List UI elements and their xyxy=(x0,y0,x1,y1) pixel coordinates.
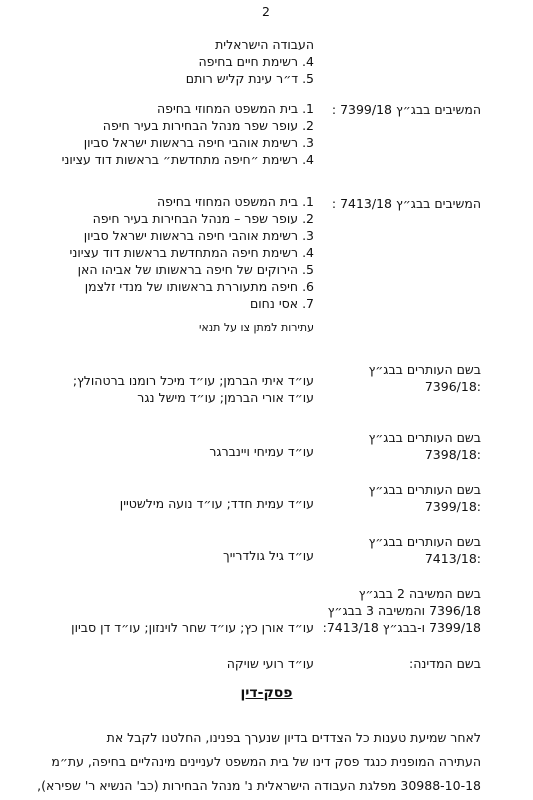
list-item: 4. רשימת ״חיפה מתחדשת״ בראשות דוד עציוני xyxy=(61,152,314,167)
counsel-names: עו״ד גיל גולדרייך xyxy=(223,548,314,563)
counsel-label: 7413/18: xyxy=(424,551,481,566)
counsel-label: 7396/18 והמשיבה 3 בבג״ץ xyxy=(327,603,481,618)
counsel-names: עו״ד אורי הברמן; עו״ד מישל נגר xyxy=(137,390,314,405)
list-item: 7. אסי נחום xyxy=(249,296,314,311)
counsel-names: עו״ד איתי הברמן; עו״ד מיכל רומנו ברטהולץ; xyxy=(72,373,314,388)
counsel-label: 7399/18: xyxy=(424,499,481,514)
counsel-names: עו״ד אורן כץ; עו״ד שחר לוינזון; עו״ד דן סביון xyxy=(71,620,314,635)
body-line: לאחר שמיעת טענות כל הצדדים בדיון שנערך בפנינו, החלטנו לקבל את xyxy=(106,730,481,745)
counsel-label: בשם המשיבה 2 בבג״ץ xyxy=(358,586,481,601)
counsel-label: בשם העותרים בבג״ץ xyxy=(368,362,481,377)
counsel-names: עו״ד עמית חדד; עו״ד נועה מילשטיין xyxy=(119,496,314,511)
list-item: 3. רשימת אוהבי חיפה בראשות ישראל סביון xyxy=(83,135,314,150)
petitions-note: עתירות למתן צו על תנאי xyxy=(198,321,314,334)
list-item: 6. חיפה מתעוררת בראשותו של מנדי זלצמן xyxy=(84,279,314,294)
top-list xyxy=(186,36,314,87)
body-line: 30988-10-18 מפלגת העבודה הישראלית נ' מנהל הבחירות (כב' הנשיא ר' שפירא), xyxy=(37,778,481,793)
list-item: 5. הירוקים של חיפה בראשותו של אביהו האן xyxy=(77,262,314,277)
top-list-item: העבודה הישראלית xyxy=(215,37,314,52)
respondents-list-7399 xyxy=(62,100,314,168)
judgment-title: פסק-דין xyxy=(240,685,293,701)
list-item: 3. רשימת אוהבי חיפה בראשות ישראל סביון xyxy=(83,228,314,243)
judgment-body xyxy=(37,726,481,798)
top-list-item: 4. רשימת חיים בחיפה xyxy=(198,54,314,69)
counsel-label: 7396/18: xyxy=(424,379,481,394)
counsel-names: עו״ד רועי שויקה xyxy=(226,656,314,671)
respondents-label-7413: המשיבים בבג״ץ 7413/18 : xyxy=(331,196,481,211)
top-list-item: 5. ד״ר עינת קליש רותם xyxy=(185,71,314,86)
respondents-list-7413 xyxy=(70,193,314,312)
counsel-names: עו״ד עמיחי ויינברגר xyxy=(209,444,314,459)
list-item: 1. בית המשפט המחוזי בחיפה xyxy=(157,101,314,116)
list-item: 2. עופר שפר מנהל הבחירות בעיר חיפה xyxy=(102,118,314,133)
body-line: העתירה המופנית כנגד פסק דינו של בית המשפט לעניינים מינהליים בחיפה, עת״מ xyxy=(51,754,481,769)
counsel-label: בשם העותרים בבג״ץ xyxy=(368,482,481,497)
list-item: 2. עופר שפר – מנהל הבחירות בעיר חיפה xyxy=(92,211,314,226)
page-number: 2 xyxy=(262,4,270,19)
counsel-label: בשם המדינה: xyxy=(408,656,481,671)
counsel-label: בשם העותרים בבג״ץ xyxy=(368,534,481,549)
counsel-label: 7398/18: xyxy=(424,447,481,462)
list-item: 1. בית המשפט המחוזי בחיפה xyxy=(157,194,314,209)
counsel-label: 7399/18 ו-בבג״ץ 7413/18: xyxy=(322,620,481,635)
respondents-label-7399: המשיבים בבג״ץ 7399/18 : xyxy=(331,102,481,117)
list-item: 4. רשימת חיפה המתחדשת בראשות דוד עציוני xyxy=(69,245,314,260)
counsel-label: בשם העותרים בבג״ץ xyxy=(368,430,481,445)
